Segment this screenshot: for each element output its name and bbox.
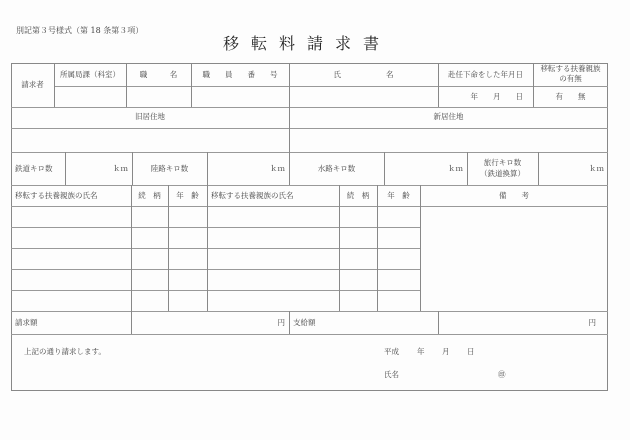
travel-km-field[interactable]: ｋｍ <box>589 164 604 173</box>
divider <box>289 311 290 334</box>
name-field[interactable] <box>290 87 437 106</box>
land-km-label: 陸路キロ数 <box>150 164 189 173</box>
divider <box>11 334 608 335</box>
rail-km-field[interactable]: ｋｍ <box>113 164 128 173</box>
old-residence-label: 旧居住地 <box>135 112 165 121</box>
family-name-header-2: 移転する扶養親族の氏名 <box>211 191 294 200</box>
position-label: 職 名 <box>139 70 178 79</box>
page-title: 移転料請求書 <box>223 34 392 53</box>
staff-number-label: 職 員 番 号 <box>202 70 278 79</box>
divider <box>11 152 608 153</box>
new-residence-label: 新居住地 <box>433 112 464 121</box>
era-label: 平成 <box>384 347 399 356</box>
family-names-field-2[interactable] <box>208 207 338 310</box>
age-header-2: 年 齢 <box>387 191 410 200</box>
position-field[interactable] <box>127 87 190 106</box>
age-header: 年 齢 <box>176 191 199 200</box>
staff-number-field[interactable] <box>192 87 288 106</box>
name-label: 氏 名 <box>333 70 394 79</box>
new-residence-field[interactable] <box>290 129 607 151</box>
rail-km-label: 鉄道キロ数 <box>15 164 53 173</box>
travel-km-label: 旅行キロ数 <box>483 158 522 167</box>
paid-amount-field[interactable]: 円 <box>588 318 596 327</box>
divider <box>11 311 608 312</box>
relation-header-2: 続 柄 <box>346 191 370 200</box>
remarks-field[interactable] <box>421 207 607 310</box>
claim-amount-label: 請求額 <box>15 318 38 327</box>
relation-header: 続 柄 <box>138 191 161 200</box>
dept-field[interactable] <box>55 87 125 106</box>
order-date-field[interactable]: 年 月 日 <box>470 92 523 101</box>
family-name-header: 移転する扶養親族の氏名 <box>15 191 98 200</box>
applicant-label: 請求者 <box>21 80 44 89</box>
divider <box>377 185 378 311</box>
divider <box>339 185 340 311</box>
divider <box>11 185 608 186</box>
family-names-field[interactable] <box>12 207 130 310</box>
form-number: 別記第３号様式（第 18 条第３項） <box>16 26 144 35</box>
divider <box>11 107 608 108</box>
water-km-label: 水路キロ数 <box>317 164 356 173</box>
dept-label: 所属局課（科室） <box>60 70 120 79</box>
day-label: 日 <box>467 347 475 356</box>
signer-name-label: 氏名 <box>384 370 399 379</box>
claim-amount-field[interactable]: 円 <box>277 318 285 327</box>
claim-statement: 上記の通り請求します。 <box>24 347 106 356</box>
seal-icon: ㊞ <box>498 370 506 379</box>
land-km-field[interactable]: ｋｍ <box>270 164 285 173</box>
paid-amount-label: 支給額 <box>293 318 316 327</box>
dependents-label: 移転する扶養親族 <box>540 64 601 73</box>
divider <box>168 185 169 311</box>
travel-km-label-2: （鉄道換算） <box>480 169 525 178</box>
month-label: 月 <box>442 347 450 356</box>
water-km-field[interactable]: ｋｍ <box>448 164 463 173</box>
dependents-yes-no[interactable]: 有 無 <box>555 92 586 101</box>
divider <box>131 185 132 334</box>
remarks-header: 備 考 <box>499 191 529 200</box>
year-label: 年 <box>417 347 425 356</box>
dependents-label-2: の有無 <box>559 74 582 83</box>
old-residence-field[interactable] <box>12 129 288 151</box>
order-date-label: 赴任下命をした年月日 <box>448 70 523 79</box>
